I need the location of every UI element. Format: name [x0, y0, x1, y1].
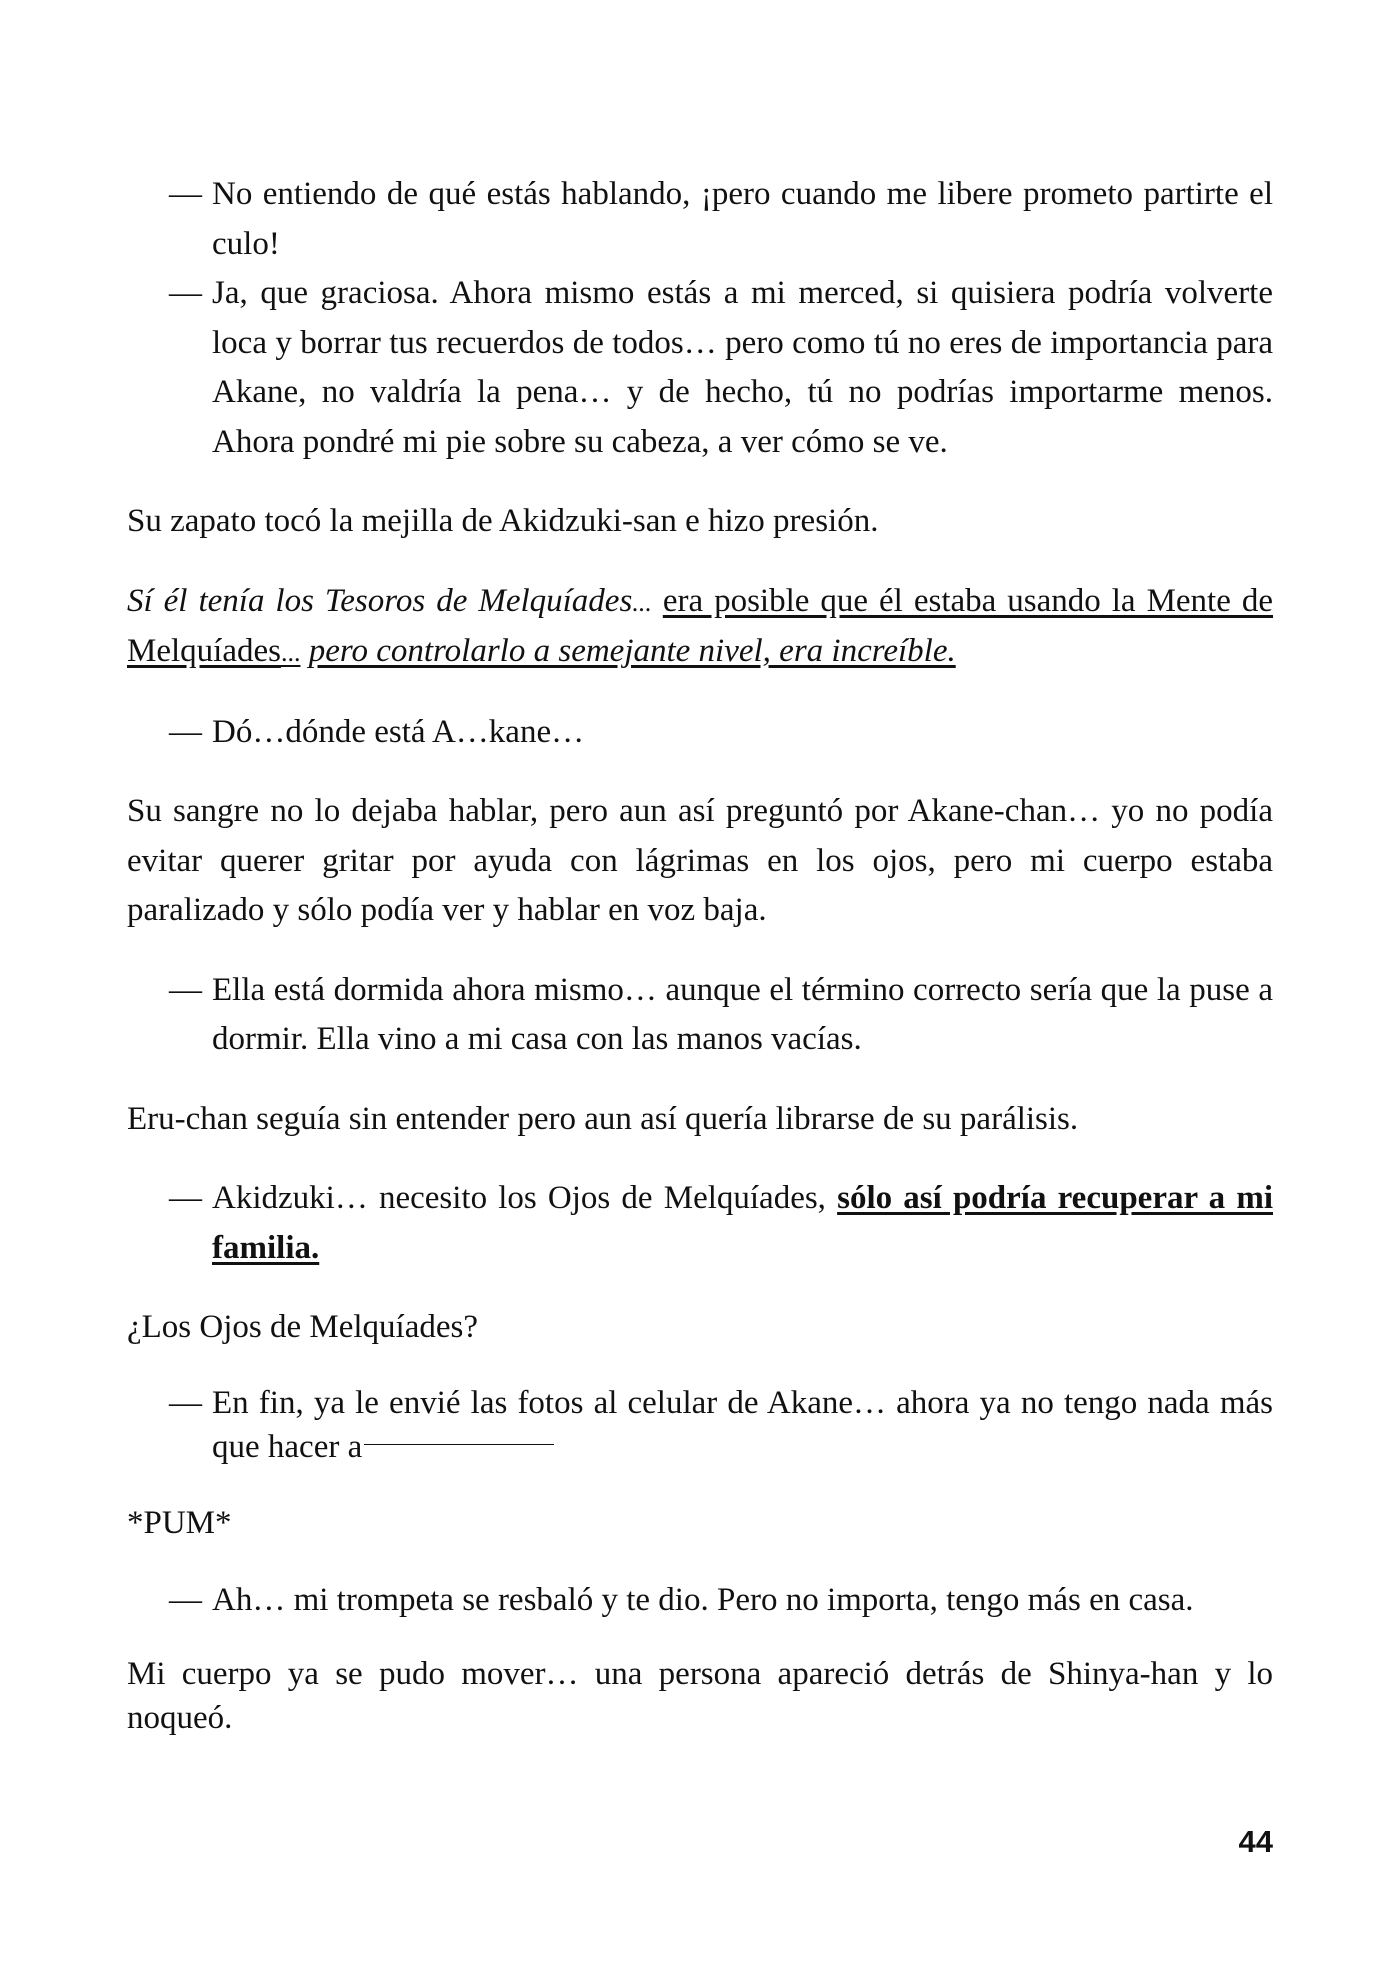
narration-paragraph [127, 1499, 1273, 1549]
dialogue-dash: — [169, 176, 202, 212]
dialogue-text: Ah… mi trompeta se resbaló y te dio. Pero no importa, tengo más en casa. [212, 1582, 1194, 1618]
dialogue-dash: — [169, 713, 202, 750]
dialogue-paragraph [127, 269, 1273, 467]
dialogue-paragraph [127, 1578, 1273, 1622]
dialogue-dash: — [169, 275, 202, 311]
dialogue-bold-underlined-text: sólo así podría recuperar a mi familia. [212, 1180, 1273, 1266]
thought-underlined-text: era posible que él estaba usando la Mente de Melquíades [127, 582, 1274, 669]
dialogue-text: Ja, que graciosa. Ahora mismo estás a mi merced, si quisiera podría volverte loca y borrar tus recuerdos de todos… pero como tú no eres de importancia para Akane, no valdría la pena… y de hecho, tú no podrías importarme menos. Ahora pondré mi pie sobre su cabeza, a ver cómo se ve. [212, 275, 1273, 460]
thought-italic-underlined-text: pero controlarlo a semejante nivel, era increíble. [308, 633, 956, 669]
narration-text: Mi cuerpo ya se pudo mover… una persona apareció detrás de Shinya-han y lo noqueó. [127, 1656, 1273, 1736]
dialogue-text: Dó…dónde está A…kane… [212, 713, 585, 750]
page-number: 44 [1238, 1824, 1273, 1859]
dialogue-dash: — [169, 1582, 202, 1618]
dialogue-dash: — [169, 1384, 202, 1421]
narration-text: Su zapato tocó la mejilla de Akidzuki-san e hizo presión. [127, 503, 879, 539]
narration-paragraph [127, 1652, 1273, 1740]
thought-ellipsis: ... [280, 638, 301, 667]
thought-ellipsis: ... [632, 587, 652, 617]
dialogue-paragraph [127, 170, 1273, 269]
dialogue-text: Ella está dormida ahora mismo… aunque el término correcto sería que la puse a dormir. Ella vino a mi casa con las manos vacías. [212, 971, 1273, 1057]
page-body [127, 170, 1273, 1740]
narration-text: Eru-chan seguía sin entender pero aun así quería librarse de su parálisis. [127, 1100, 1079, 1137]
dialogue-text: En fin, ya le envié las fotos al celular de Akane… ahora ya no tengo nada más que hacer a [212, 1384, 1273, 1465]
dialogue-text: No entiendo de qué estás hablando, ¡pero cuando me libere prometo partirte el culo! [212, 176, 1273, 262]
narration-text: Su sangre no lo dejaba hablar, pero aun así preguntó por Akane-chan… yo no podía evitar querer gritar por ayuda con lágrimas en los ojos, pero mi cuerpo estaba paralizado y sólo podía ver y hablar en voz baja. [127, 793, 1273, 928]
thought-italic-text: Sí él tenía los Tesoros de Melquíades [127, 582, 633, 619]
inner-thought-paragraph [127, 577, 1273, 678]
dialogue-paragraph [127, 966, 1273, 1065]
interruption-line [364, 1444, 554, 1445]
narration-paragraph [127, 1303, 1273, 1353]
dialogue-paragraph [127, 1174, 1273, 1273]
dialogue-dash: — [169, 971, 202, 1008]
narration-text: ¿Los Ojos de Melquíades? [127, 1309, 478, 1345]
narration-paragraph [127, 1095, 1273, 1145]
dialogue-paragraph [127, 1381, 1273, 1469]
dialogue-paragraph [127, 708, 1273, 758]
narration-paragraph [127, 787, 1273, 936]
sound-effect-text: *PUM* [127, 1504, 232, 1541]
dialogue-text: Akidzuki… necesito los Ojos de Melquíades, [212, 1180, 838, 1216]
dialogue-dash: — [169, 1180, 202, 1216]
narration-paragraph [127, 497, 1273, 547]
